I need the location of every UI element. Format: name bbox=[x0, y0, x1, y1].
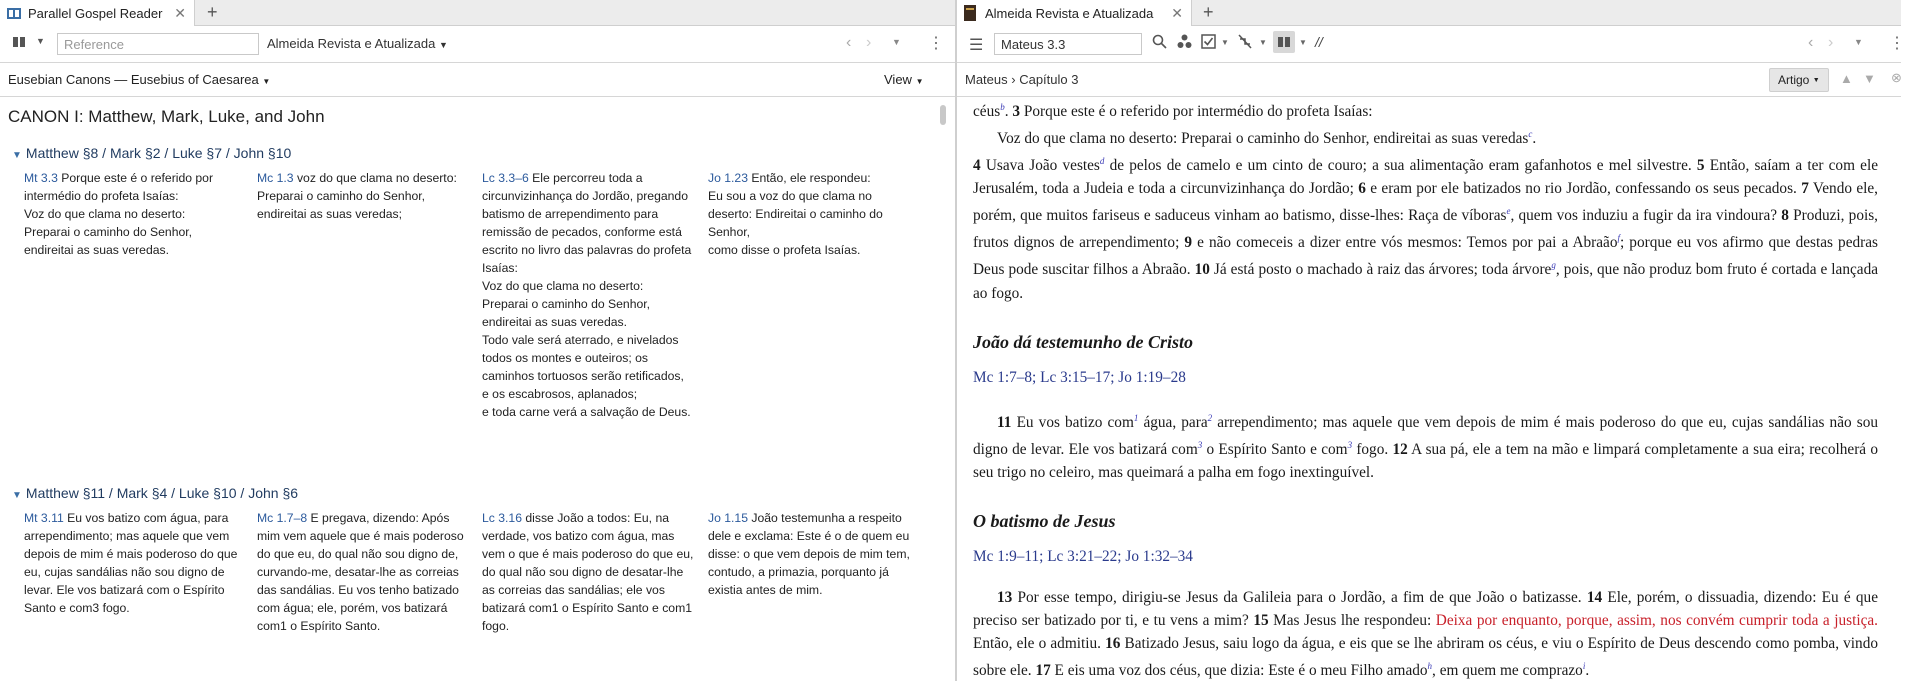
version-label: Almeida Revista e Atualizada bbox=[267, 36, 436, 51]
verse-number: 14 bbox=[1586, 588, 1603, 606]
paragraph bbox=[973, 96, 1878, 123]
view-label: View bbox=[884, 72, 912, 87]
chevron-down-icon[interactable]: ▼ bbox=[1299, 38, 1307, 47]
parallel-column-mark bbox=[257, 509, 467, 635]
section-heading-label: Matthew §8 / Mark §2 / Luke §7 / John §10 bbox=[25, 145, 292, 161]
verse-line: Voz do que clama no deserto: bbox=[482, 279, 644, 293]
column-layout-icon[interactable] bbox=[1273, 31, 1295, 53]
text: Eu vos batizo com bbox=[1011, 413, 1134, 431]
sync-off-icon[interactable] bbox=[1237, 34, 1253, 54]
back-icon[interactable]: ‹ bbox=[846, 34, 852, 51]
verse-line: Todo vale será aterrado, e nivelados todos os montes e outeiros; os caminhos tortuosos serão retificados, e os escabrosos, aplanados; bbox=[482, 333, 684, 401]
verse-number: 7 bbox=[1801, 180, 1809, 198]
verse-number: 13 bbox=[997, 588, 1013, 606]
text: e não comeceis a dizer entre vós mesmos: Temos por pai a Abraão bbox=[1192, 234, 1618, 252]
source-label: Eusebian Canons — Eusebius of Caesarea bbox=[8, 72, 259, 87]
text: A sua pá, ele a tem na mão e limpará completamente a sua eira; recolherá o seu trigo no celeiro, mas queimará a palha em fogo inextinguível. bbox=[973, 440, 1878, 481]
footnote-marker[interactable]: e bbox=[1506, 206, 1511, 217]
chevron-down-icon: ▼ bbox=[915, 77, 924, 86]
footnote-marker[interactable]: b bbox=[1000, 102, 1005, 112]
text: . bbox=[1004, 103, 1013, 121]
verse-number: 8 bbox=[1781, 207, 1789, 225]
left-toolbar bbox=[0, 26, 955, 63]
verse-ref-link[interactable]: Jo 1.23 bbox=[708, 171, 748, 185]
verse-line: Preparai o caminho do Senhor, bbox=[482, 297, 651, 311]
chevron-down-icon: ▼ bbox=[12, 490, 22, 501]
footnote-marker[interactable]: 3 bbox=[1197, 439, 1203, 450]
section-heading: João dá testemunho de Cristo bbox=[973, 331, 1194, 352]
layout-mode-selector[interactable] bbox=[1769, 68, 1829, 92]
layout-mode-label: Artigo bbox=[1778, 73, 1810, 87]
verse-ref-link[interactable]: Lc 3.16 bbox=[482, 511, 522, 525]
verse-number: 5 bbox=[1696, 157, 1705, 175]
chevron-down-icon[interactable]: ▼ bbox=[1259, 38, 1267, 47]
footnote-marker[interactable]: h bbox=[1427, 660, 1433, 671]
close-icon[interactable]: ✕ bbox=[174, 4, 186, 21]
history-dropdown-icon[interactable]: ▼ bbox=[1854, 37, 1863, 47]
footnote-marker[interactable]: f bbox=[1617, 233, 1620, 244]
poetry-line bbox=[973, 123, 1878, 150]
verse-line: Eu sou a voz do que clama no deserto: Endireitai o caminho do Senhor, bbox=[708, 189, 883, 239]
verse-text: Eu vos batizo com água, para arrependimento; mas aquele que vem depois de mim é mais poderoso do que eu, cujas sandálias não sou digno de levar. Ele vos batizará com o Espírito Santo e com3 fogo. bbox=[24, 511, 238, 615]
parallel-icon[interactable]: // bbox=[1315, 34, 1323, 50]
parallel-column-luke bbox=[482, 169, 694, 421]
verse-text: voz do que clama no deserto: Preparai o caminho do Senhor, endireitai as suas veredas; bbox=[257, 171, 457, 221]
close-panel-icon[interactable]: ⊗ bbox=[1891, 70, 1902, 85]
parallel-column-john bbox=[708, 169, 918, 259]
forward-icon[interactable]: › bbox=[866, 34, 872, 51]
verse-text: João testemunha a respeito dele e exclama: Este é o de quem eu disse: o que vem depois de mim tem, contudo, a primazia, porquanto já existia antes de mim. bbox=[708, 511, 910, 597]
verse-number: 4 bbox=[973, 157, 981, 175]
footnote-marker[interactable]: i bbox=[1582, 660, 1586, 671]
version-selector[interactable] bbox=[267, 36, 448, 51]
verse-ref-link[interactable]: Mc 1.3 bbox=[257, 171, 294, 185]
paragraph bbox=[973, 407, 1878, 484]
verse-number: 15 bbox=[1253, 611, 1269, 629]
text: fogo. bbox=[1352, 440, 1393, 458]
text: Porque este é o referido por intermédio do profeta Isaías: bbox=[1020, 103, 1373, 121]
tab-title: Almeida Revista e Atualizada bbox=[985, 5, 1154, 21]
arrow-up-icon[interactable]: ▲ bbox=[1840, 71, 1853, 86]
section-heading-label: Matthew §11 / Mark §4 / Luke §10 / John §6 bbox=[25, 485, 299, 501]
breadcrumb-book[interactable]: Mateus bbox=[965, 72, 1008, 87]
book-icon bbox=[6, 5, 22, 21]
text: Batizado Jesus, saiu logo da água, e eis que se lhe abriram os céus, e viu o Espírito de Deus descendo como pomba, vindo sobre ele. bbox=[973, 634, 1878, 679]
scrollbar[interactable] bbox=[940, 105, 946, 125]
checkbox-icon[interactable] bbox=[1201, 34, 1216, 54]
text: arrependimento; mas aquele que vem depois de mim é mais poderoso do que eu, cujas sandálias não sou digno de levar. Ele vos batizará com bbox=[973, 413, 1878, 458]
text: . bbox=[1532, 130, 1537, 148]
text: Então, saíam a ter com ele Jerusalém, toda a Judeia e toda a circunvizinhança do Jordão; bbox=[973, 157, 1879, 198]
section-heading[interactable] bbox=[12, 485, 298, 501]
verse-text: Porque este é o referido por intermédio do profeta Isaías: bbox=[24, 171, 214, 203]
close-icon[interactable]: ✕ bbox=[1171, 4, 1183, 21]
text: e eram por ele batizados no rio Jordão, confessando os seus pecados. bbox=[1365, 180, 1802, 198]
right-subbar bbox=[957, 63, 1901, 97]
left-subbar bbox=[0, 63, 955, 97]
parallel-column-mark bbox=[257, 169, 467, 223]
cross-references[interactable]: Mc 1:9–11; Lc 3:21–22; Jo 1:32–34 bbox=[973, 547, 1193, 565]
bible-cover-icon bbox=[963, 5, 979, 21]
verse-ref-link[interactable]: Lc 3.3–6 bbox=[482, 171, 529, 185]
left-tab-bar bbox=[0, 0, 955, 26]
verse-line: endireitai as suas veredas. bbox=[24, 243, 169, 257]
verse-ref-link[interactable]: Mt 3.11 bbox=[24, 511, 64, 525]
footnote-marker[interactable]: c bbox=[1528, 129, 1533, 140]
verse-line: Voz do que clama no deserto: bbox=[24, 207, 186, 221]
text: Já está posto o machado à raiz das árvores; toda árvore bbox=[1209, 261, 1552, 279]
cross-references[interactable]: Mc 1:7–8; Lc 3:15–17; Jo 1:19–28 bbox=[973, 368, 1186, 386]
text: ; porque eu vos afirmo que destas pedras Deus pode suscitar filhos a Abraão. bbox=[973, 234, 1878, 279]
text: Voz do que clama no deserto: Preparai o caminho do Senhor, endireitai as suas veredas bbox=[997, 130, 1529, 148]
verse-line: Preparai o caminho do Senhor, bbox=[24, 225, 193, 239]
verse-number: 6 bbox=[1358, 180, 1366, 198]
parallel-column-matthew bbox=[24, 169, 239, 259]
paragraph bbox=[973, 586, 1878, 682]
verse-text: disse João a todos: Eu, na verdade, vos batizo com água, mas vem o que é mais poderoso do que eu, do qual não sou digno de desatar-lhe as correias das sandálias; ele vos batizará com1 o Espírito Santo e com1 fogo. bbox=[482, 511, 694, 633]
arrow-down-icon[interactable]: ▼ bbox=[1863, 71, 1876, 86]
verse-text: E pregava, dizendo: Após mim vem aquele que é mais poderoso do que eu, do qual não sou digno de, curvando-me, desatar-lhe as correias das sandálias. Eu vos tenho batizado com água; ele, porém, vos batizará com1 o Espírito Santo. bbox=[257, 511, 464, 633]
text: água, para bbox=[1138, 413, 1208, 431]
back-icon[interactable]: ‹ bbox=[1808, 34, 1814, 51]
footnote-marker[interactable]: 3 bbox=[1347, 439, 1353, 450]
right-tab-bar bbox=[957, 0, 1901, 26]
parallel-column-matthew bbox=[24, 509, 239, 617]
new-tab-icon[interactable]: + bbox=[1203, 2, 1214, 22]
section-heading: O batismo de Jesus bbox=[973, 510, 1116, 531]
footnote-marker[interactable]: 1 bbox=[1133, 412, 1139, 423]
verse-line: como disse o profeta Isaías. bbox=[708, 243, 861, 257]
verse-line: endireitai as suas veredas. bbox=[482, 315, 627, 329]
text: de pelos de camelo e um cinto de couro; a sua alimentação eram gafanhotos e mel silvestre. bbox=[1104, 157, 1697, 175]
verse-text: Ele percorreu toda a circunvizinhança do Jordão, pregando batismo de arrependimento para remissão de pecados, conforme está escrito no livro das palavras do profeta Isaías: bbox=[482, 171, 692, 275]
forward-icon[interactable]: › bbox=[1828, 34, 1834, 51]
verse-line: e toda carne verá a salvação de Deus. bbox=[482, 405, 691, 419]
canon-title: CANON I: Matthew, Mark, Luke, and John bbox=[8, 107, 325, 126]
chevron-down-icon: ▼ bbox=[439, 40, 448, 50]
tab-almeida-revista[interactable] bbox=[957, 0, 1192, 26]
text: Por esse tempo, dirigiu-se Jesus da Galileia para o Jordão, a fim de que João o batizasse. bbox=[1012, 588, 1587, 606]
source-selector[interactable] bbox=[8, 72, 270, 87]
bible-text bbox=[973, 100, 1878, 682]
text: Então, ele o admitiu. bbox=[973, 634, 1106, 652]
search-icon[interactable] bbox=[1152, 34, 1167, 54]
parallel-column-john bbox=[708, 509, 926, 599]
new-tab-icon[interactable]: + bbox=[207, 2, 218, 22]
text: , pois, que não produz bom fruto é cortada e lançada ao fogo. bbox=[973, 261, 1879, 302]
verse-number: 12 bbox=[1392, 440, 1408, 458]
verse-number: 10 bbox=[1194, 261, 1210, 279]
chevron-down-icon: ▼ bbox=[12, 150, 22, 161]
chevron-down-icon: ▼ bbox=[262, 77, 271, 86]
tab-title: Parallel Gospel Reader bbox=[28, 5, 163, 21]
footnote-marker[interactable]: g bbox=[1551, 260, 1556, 271]
reference-input[interactable]: Reference bbox=[57, 33, 259, 55]
canon-content bbox=[0, 97, 955, 682]
text: Usava João vestes bbox=[980, 157, 1100, 175]
text: . bbox=[1585, 661, 1590, 679]
text: o Espírito Santo e com bbox=[1202, 440, 1348, 458]
tab-parallel-gospel-reader[interactable] bbox=[0, 0, 195, 26]
layout-icon[interactable] bbox=[12, 35, 26, 49]
footnote-marker[interactable]: d bbox=[1099, 156, 1105, 167]
visual-filter-icon[interactable] bbox=[1177, 34, 1192, 54]
verse-ref-link[interactable]: Jo 1.15 bbox=[708, 511, 748, 525]
text: E eis uma voz dos céus, que dizia: Este é o meu Filho amado bbox=[1050, 661, 1428, 679]
breadcrumb: Mateus › Capítulo 3 bbox=[965, 72, 1079, 87]
text: , quem vos induziu a fugir da ira vindoura? bbox=[1510, 207, 1782, 225]
parallel-column-luke bbox=[482, 509, 694, 635]
text: Mas Jesus lhe respondeu: bbox=[1268, 611, 1436, 629]
text: Produzi, pois, frutos dignos de arrependimento; bbox=[973, 207, 1879, 252]
view-menu[interactable] bbox=[884, 72, 924, 87]
breadcrumb-chapter[interactable]: Capítulo 3 bbox=[1019, 72, 1079, 87]
footnote-marker[interactable]: 2 bbox=[1207, 412, 1213, 423]
verse-text: Então, ele respondeu: bbox=[747, 171, 871, 185]
layout-dropdown-icon[interactable]: ▼ bbox=[36, 36, 45, 46]
text: céus bbox=[973, 103, 1001, 121]
verse-ref-link[interactable]: Mc 1.7–8 bbox=[257, 511, 308, 525]
chevron-down-icon: ▼ bbox=[1812, 76, 1820, 84]
words-of-jesus: Deixa por enquanto, porque, assim, nos convém cumprir toda a justiça. bbox=[1435, 611, 1878, 629]
text: Ele, porém, o dissuadia, dizendo: Eu é que preciso ser batizado por ti, e tu vens a mim? bbox=[973, 588, 1878, 629]
reference-input[interactable]: Mateus 3.3 bbox=[994, 33, 1142, 55]
menu-icon[interactable]: ☰ bbox=[969, 37, 984, 54]
chevron-down-icon[interactable]: ▼ bbox=[1221, 38, 1229, 47]
right-toolbar bbox=[957, 26, 1905, 63]
verse-number: 9 bbox=[1184, 234, 1193, 252]
more-options-icon[interactable]: ⋮ bbox=[928, 35, 944, 52]
text: Vendo ele, porém, que muitos fariseus e saduceus vinham ao batismo, disse-lhes: Raça de víboras bbox=[973, 180, 1878, 225]
verse-number: 17 bbox=[1035, 661, 1051, 679]
section-heading[interactable] bbox=[12, 145, 291, 161]
more-options-icon[interactable]: ⋮ bbox=[1889, 35, 1905, 52]
history-dropdown-icon[interactable]: ▼ bbox=[892, 37, 901, 47]
bible-reader-pane bbox=[957, 0, 1905, 681]
verse-number: 3 bbox=[1012, 103, 1020, 121]
paragraph bbox=[973, 150, 1878, 304]
verse-number: 16 bbox=[1105, 634, 1121, 652]
verse-number: 11 bbox=[997, 413, 1012, 431]
text: , em quem me comprazo bbox=[1432, 661, 1583, 679]
verse-ref-link[interactable]: Mt 3.3 bbox=[24, 171, 58, 185]
